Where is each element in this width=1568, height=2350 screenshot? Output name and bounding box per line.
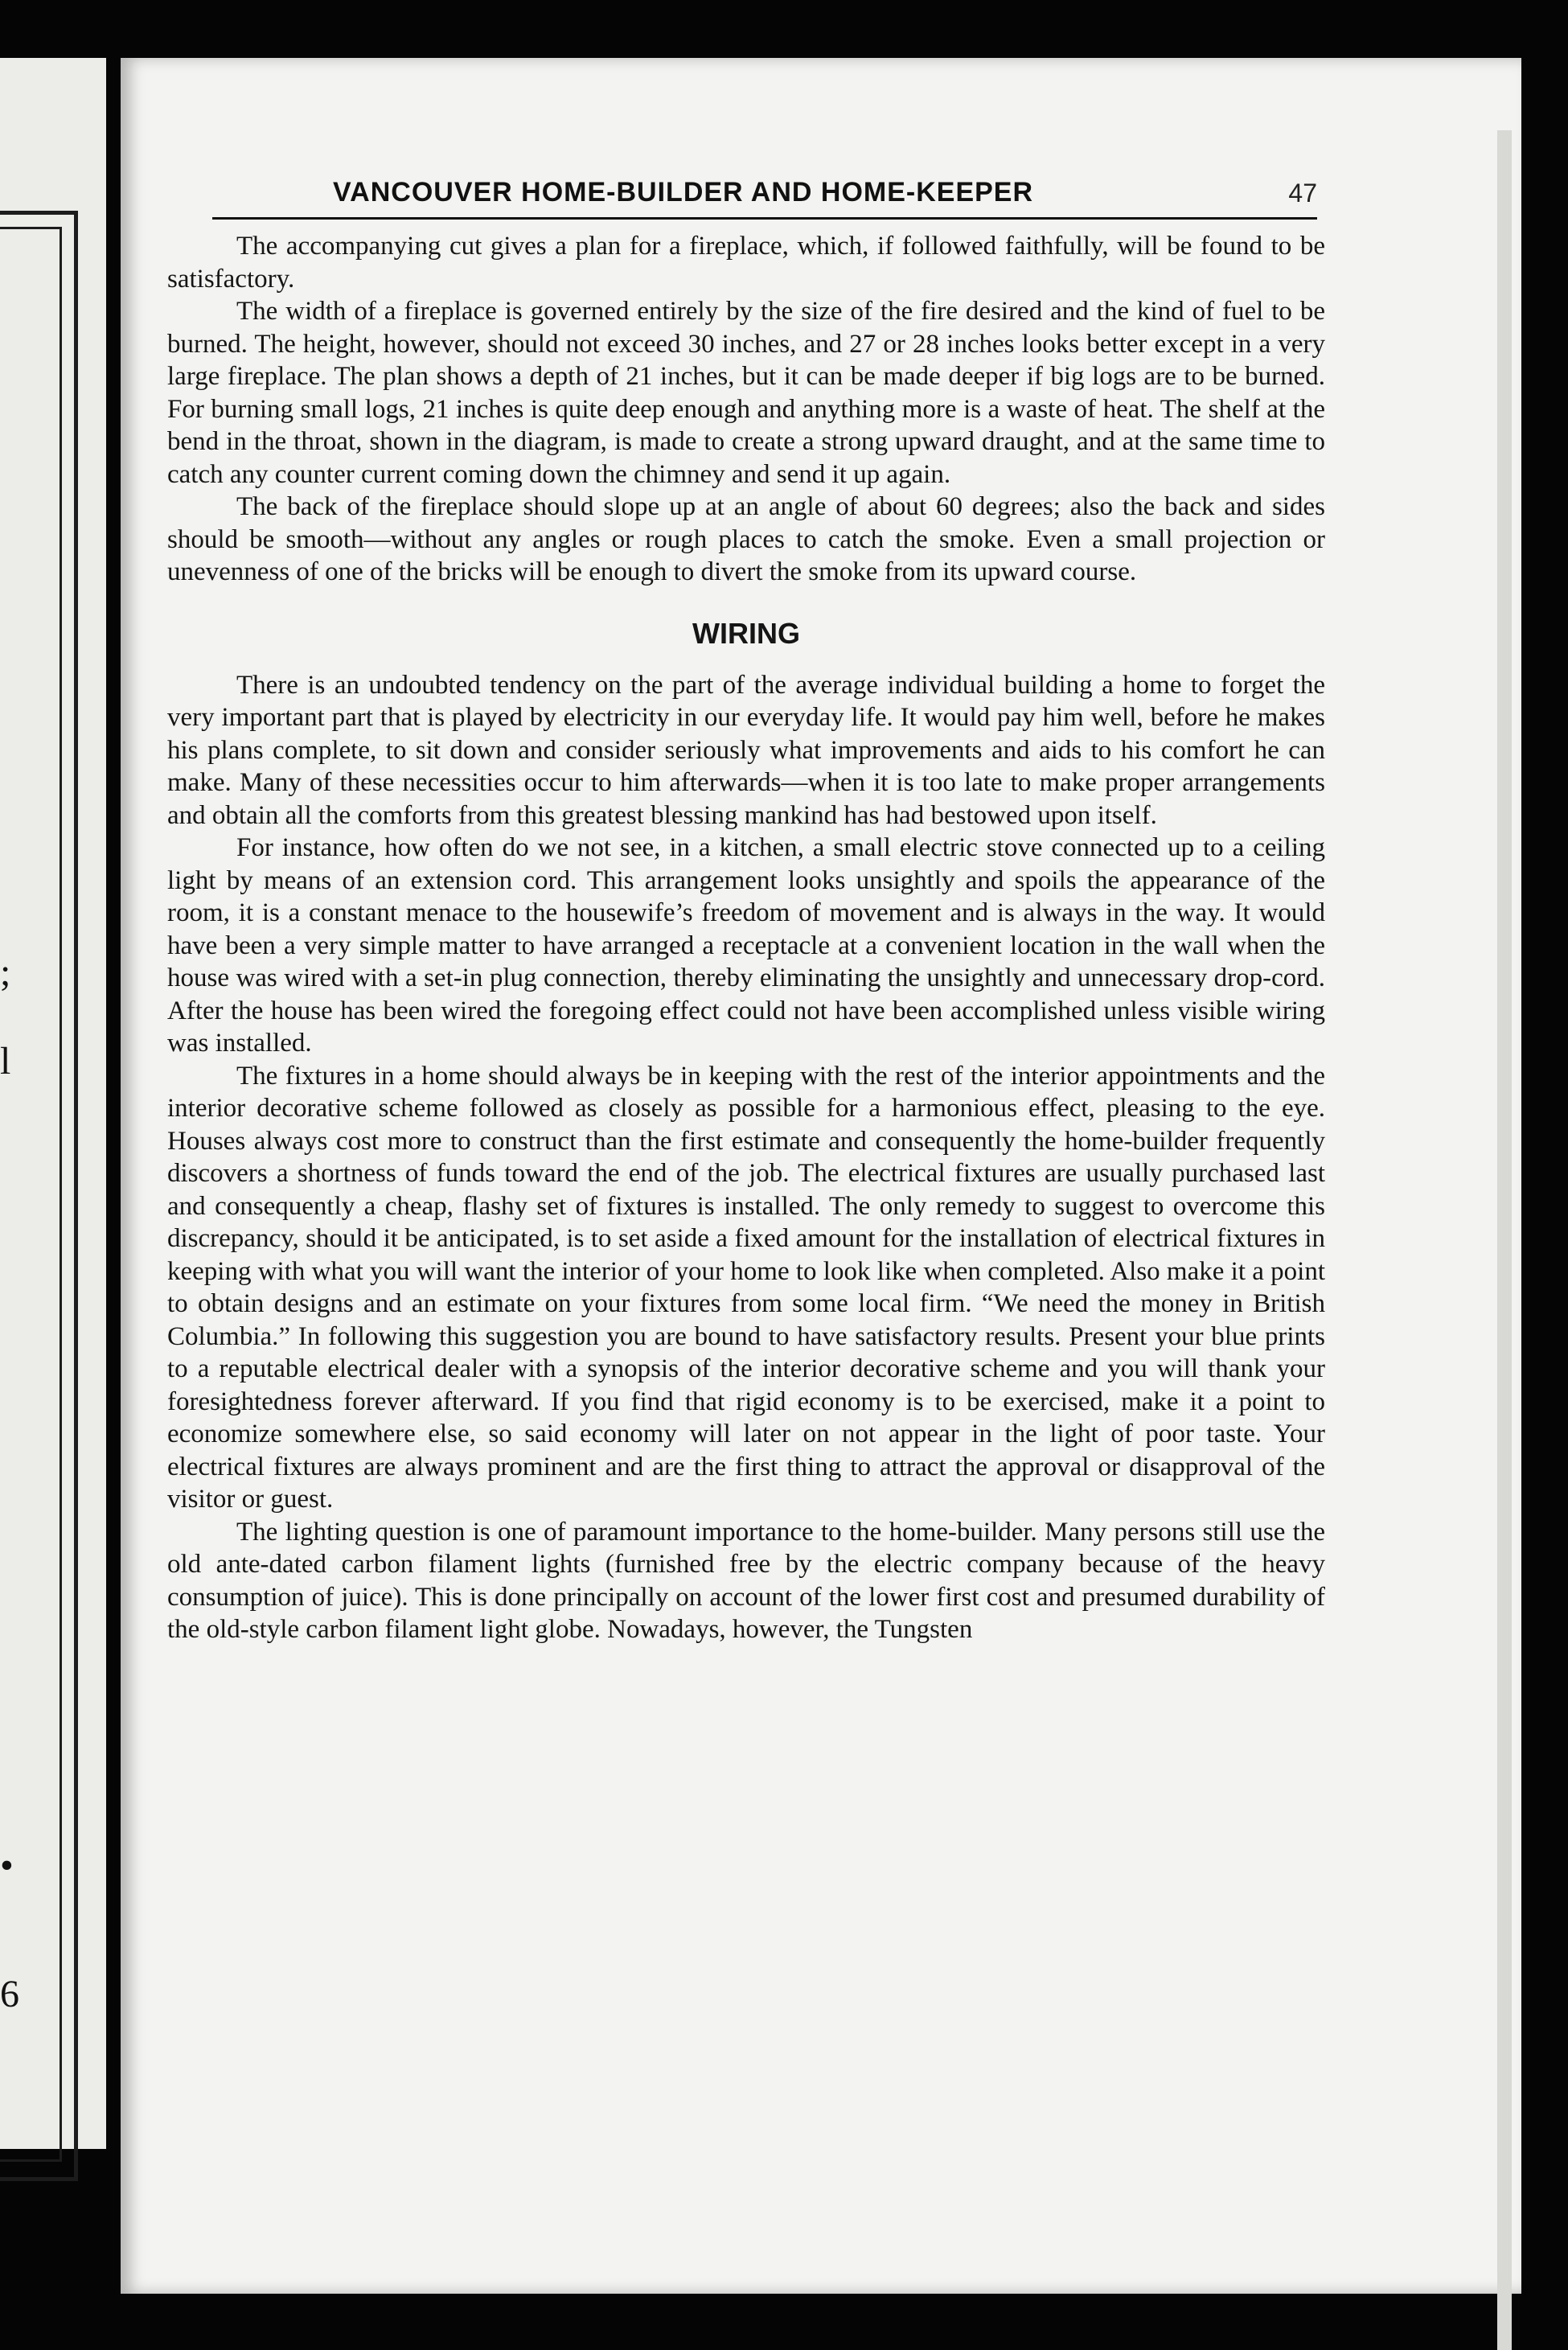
article-body <box>167 230 1325 1646</box>
left-page-mark: l <box>0 1040 11 1083</box>
paragraph: The fixtures in a home should always be in keeping with the rest of the interior appointments and the interior decorative scheme followed as closely as possible for a harmonious effect, pleasing to the eye. Houses always cost more to construct than the first estimate and consequently the home-builder frequently discovers a shortness of funds toward the end of the job. The electrical fixtures are usually purchased last and consequently a cheap, flashy set of fixtures is installed. The only remedy to suggest to overcome this discrepancy, should it be anticipated, is to set aside a fixed amount for the installation of electrical fixtures in keeping with what you will want the interior of your home to look like when completed. Also make it a point to obtain designs and an estimate on your fixtures from some local firm. “We need the money in British Columbia.” In following this suggestion you are bound to have satisfactory results. Present your blue prints to a reputable electrical dealer with a synopsis of the interior decorative scheme and you will thank your foresightedness forever afterward. If you find that rigid economy is to be exercised, make it a point to economize somewhere else, so said economy will later on not appear in the light of poor taste. Your electrical fixtures are always prominent and are the first thing to attract the approval or disapproval of the visitor or guest. <box>167 1061 1325 1514</box>
section-heading-wiring: WIRING <box>692 616 800 650</box>
left-page-mark: • <box>0 1844 14 1887</box>
paragraph: There is an undoubted tendency on the part of the average individual building a home to forget the very important part that is played by electricity in our everyday life. It would pay him well, before he makes his plans complete, to sit down and consider seriously what improvements and aids to his comfort he can make. Many of these necessities occur to him afterwards—when it is too late to make proper arrangements and obtain all the comforts from this greatest blessing mankind has had bestowed upon itself. <box>167 670 1325 830</box>
running-head: VANCOUVER HOME-BUILDER AND HOME-KEEPER <box>333 177 1034 207</box>
paragraph: The width of a fireplace is governed entirely by the size of the fire desired and the kind of fuel to be burned. The height, however, should not exceed 30 inches, and 27 or 28 inches looks better except in a very large fireplace. The plan shows a depth of 21 inches, but it can be made deeper if big logs are to be burned. For burning small logs, 21 inches is quite deep enough and anything more is a waste of heat. The shelf at the bend in the throat, shown in the diagram, is made to create a strong upward draught, and at the same time to catch any counter current coming down the chimney and send it up again. <box>167 297 1325 489</box>
paragraph: The accompanying cut gives a plan for a fireplace, which, if followed faithfully, will be found to be satisfactory. <box>167 232 1325 294</box>
page-number: 47 <box>1288 179 1317 207</box>
left-page-mark: ; <box>0 951 11 994</box>
page-edge-shadow <box>1497 130 1512 2350</box>
paragraph: The back of the fireplace should slope up at an angle of about 60 degrees; also the back and sides should be smooth—without any angles or rough places to catch the smoke. Even a small projection or unevenness of one of the bricks will be enough to divert the smoke from its upward course. <box>167 492 1325 586</box>
page-header <box>212 177 1317 220</box>
left-page-mark: 6 <box>0 1973 19 2015</box>
paragraph: The lighting question is one of paramount importance to the home-builder. Many persons still use the old ante-dated carbon filament lights (furnished free by the electric company because of the heavy consumption of juice). This is done principally on account of the lower first cost and presumed durability of the old-style carbon filament light globe. Nowadays, however, the Tungsten <box>167 1517 1325 1644</box>
paragraph: For instance, how often do we not see, in a kitchen, a small electric stove connected up to a ceiling light by means of an extension cord. This arrangement looks unsightly and spoils the appearance of the room, it is a constant menace to the housewife’s freedom of movement and is always in the way. It would have been a very simple matter to have arranged a receptacle at a convenient location in the wall when the house was wired with a set-in plug connection, thereby eliminating the unsightly and unnecessary drop-cord. After the house has been wired the foregoing effect could not have been accomplished unless visible wiring was installed. <box>167 833 1325 1058</box>
left-page-edge <box>0 58 106 2149</box>
